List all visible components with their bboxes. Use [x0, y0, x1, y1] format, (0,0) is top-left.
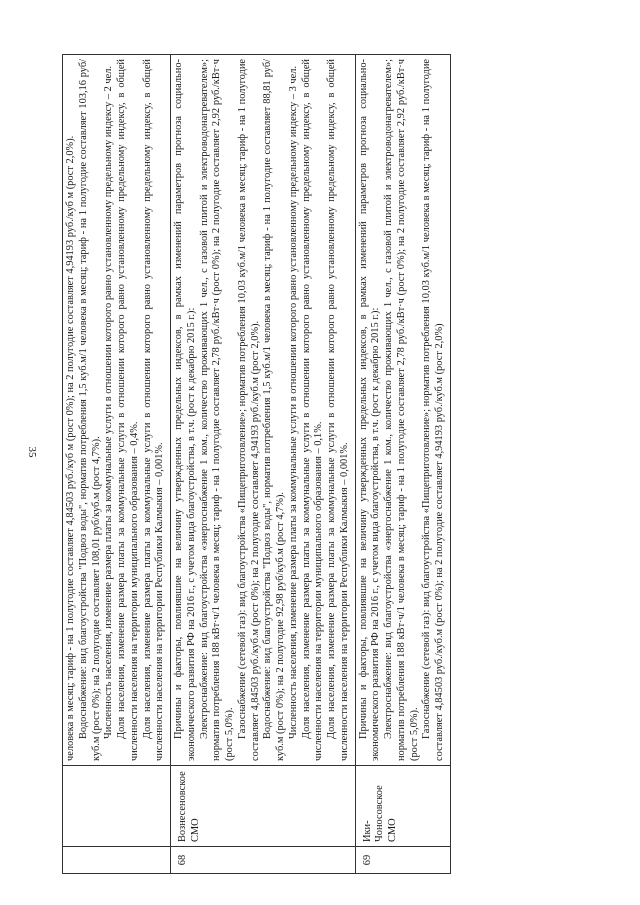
rotated-table-area: [62, 54, 598, 874]
row-number: 68: [171, 847, 356, 874]
paragraph: Численность населения, изменение размера платы за коммунальные услуги в отношении которого равно установленному предельному индексу – 3 чел.: [287, 65, 299, 739]
row-description: [171, 55, 356, 766]
row-number: [63, 847, 171, 874]
paragraph: Водоснабжение: вид благоустройства "Подвоз воды", норматив потребления 1,5 куб.м/1 человека в месяц; тариф - на 1 полугодие составляет 103,16 руб/куб.м (рост 0%); на 2 полугодие составляет 108,01 руб/куб.м (рост 4,7%).: [77, 59, 102, 761]
row-description: [355, 55, 450, 766]
row-number: 69: [355, 847, 450, 874]
paragraph: Газоснабжение (сетевой газ): вид благоустройства «Пищеприготовление»; норматив потребления 10,03 куб.м/1 человека в месяц; тариф - на 1 полугодие составляет 4,84503 руб./куб.м (рост 0%); на 2 полугодие составляет 4,94193 руб./куб.м (рост 2,0%).: [236, 59, 261, 761]
paragraph: Численность населения, изменение размера платы за коммунальные услуги в отношении которого равно установленному предельному индексу – 2 чел.: [103, 65, 115, 739]
page-number: 35: [26, 446, 38, 458]
tariff-table: [62, 54, 451, 874]
paragraph: Доля населения, изменение размера платы за коммунальные услуги в отношении которого равно установленному предельному индексу, в общей численности населения на территории муниципального образования – 0,4%.: [116, 59, 140, 761]
municipality-name: [63, 766, 171, 847]
paragraph: Доля населения, изменение размера платы за коммунальные услуги в отношении которого равно установленному предельному индексу, в общей численности населения на территории Республики Калмыкия – 0,001%.: [326, 59, 350, 761]
row-description: [63, 55, 171, 766]
table-row: [355, 55, 450, 874]
paragraph: Электроснабжение: вид благоустройства «энергоснабжение 1 ком., количество проживающих 1 чел., с газовой плитой и электроводонагревателем»; норматив потребления 188 кВт·ч/1 человека в месяц; тариф - на 1 полугодие составляет 2,78 руб./кВт·ч (рост 0%); на 2 полугодие составляет 2,92 руб./кВт·ч (рост 5,0%).: [198, 59, 235, 761]
paragraph: Доля населения, изменение размера платы за коммунальные услуги в отношении которого равно установленному предельному индексу, в общей численности населения на территории Республики Калмыкия – 0,001%.: [141, 59, 166, 761]
table-row: [63, 55, 171, 874]
paragraph: Доля населения, изменение размера платы за коммунальные услуги в отношении которого равно установленному предельному индексу, в общей численности населения на территории муниципального образования – 0,1%.: [300, 59, 325, 761]
paragraph: Электроснабжение: вид благоустройства «энергоснабжение 1 ком., количество проживающих 1 чел., с газовой плитой и электроводонагревателем»; норматив потребления 188 кВт·ч/1 человека в месяц; тариф - на 1 полугодие составляет 2,78 руб./кВт·ч (рост 0%); на 2 полугодие составляет 2,92 руб./кВт·ч (рост 5,0%).: [383, 59, 420, 761]
paragraph: Причины и факторы, повлиявшие на величину утвержденных предельных индексов, в рамках изменений параметров прогноза социально-экономического развития РФ на 2016 г., с учетом вида благоустройства, в т.ч. (рост к декабрю 2015 г.):: [357, 59, 382, 761]
paragraph: Газоснабжение (сетевой газ): вид благоустройства «Пищеприготовление»; норматив потребления 10,03 куб.м/1 человека в месяц; тариф - на 1 полугодие составляет 4,84503 руб./куб.м (рост 0%); на 2 полугодие составляет 4,94193 руб./куб.м (рост 2,0%): [421, 59, 445, 761]
table-row: [171, 55, 356, 874]
municipality-name: Ики-Чоносовское СМО: [355, 766, 450, 847]
paragraph: Водоснабжение: вид благоустройства "Подвоз воды", норматив потребления 1,5 куб.м/1 человека в месяц; тариф - на 1 полугодие составляет 88,81 руб/куб.м (рост 0%); на 2 полугодие 92,98 руб/куб.м (рост 4,7%).: [262, 59, 286, 761]
paragraph: человека в месяц; тариф - на 1 полугодие составляет 4,84503 руб./куб м (рост 0%); на 2 полугодие составляет 4,94193 руб./куб м (рост 2,0%).: [65, 135, 76, 761]
paragraph: Причины и факторы, повлиявшие на величину утвержденных предельных индексов, в рамках изменений параметров прогноза социально-экономического развития РФ на 2016 г., с учетом вида благоустройства, в т.ч. (рост к декабрю 2015 г.):: [173, 59, 197, 761]
municipality-name: Вознесеновское СМО: [171, 766, 356, 847]
